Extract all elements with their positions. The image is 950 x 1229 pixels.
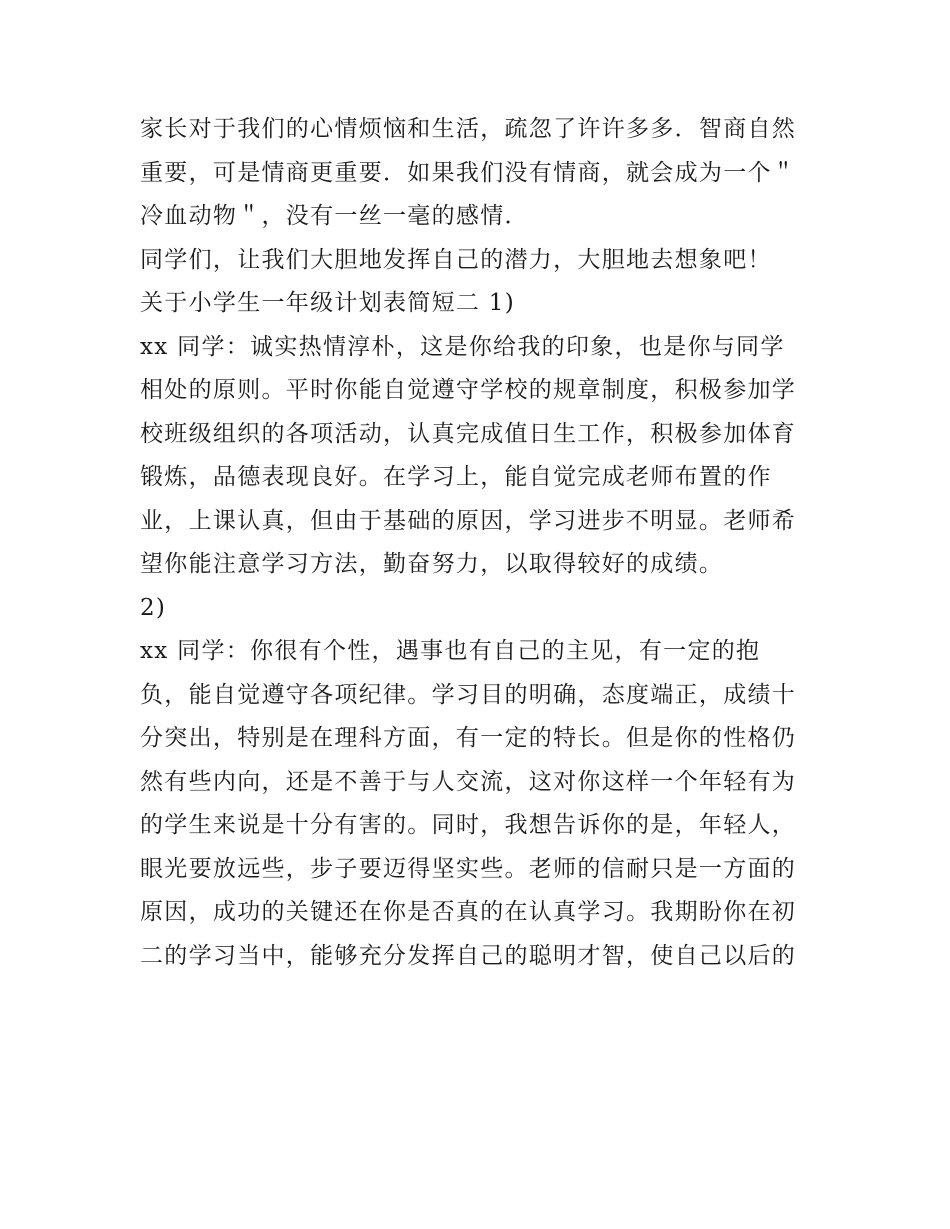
- text-line: 冷血动物＂，没有一丝一毫的感情．: [140, 203, 529, 229]
- text-line: 然有些内向，还是不善于与人交流，这对你这样一个年轻有为: [140, 768, 797, 795]
- text-line: 二的学习当中，能够充分发挥自己的聪明才智，使自己以后的: [140, 942, 797, 969]
- section-heading: 关于小学生一年级计划表简短二 1): [140, 290, 516, 316]
- text-line: 锻炼，品德表现良好。在学习上，能自觉完成老师布置的作: [140, 464, 772, 490]
- text-line: xx 同学：你很有个性，遇事也有自己的主见，有一定的抱: [140, 638, 761, 664]
- text-line: 负，能自觉遵守各项纪律。学习目的明确，态度端正，成绩十: [140, 681, 797, 708]
- text-line: xx 同学：诚实热情淳朴，这是你给我的印象，也是你与同学: [140, 333, 785, 360]
- text-line: 同学们，让我们大胆地发挥自己的潜力，大胆地去想象吧！: [140, 246, 772, 273]
- document-body: [140, 108, 820, 978]
- text-line: 重要，可是情商更重要．如果我们没有情商，就会成为一个＂: [140, 159, 797, 186]
- text-line: 望你能注意学习方法，勤奋努力，以取得较好的成绩。: [140, 551, 724, 577]
- text-line: 的学生来说是十分有害的。同时，我想告诉你的是，年轻人，: [140, 812, 797, 838]
- text-line: 原因，成功的关键还在你是否真的在认真学习。我期盼你在初: [140, 899, 797, 925]
- text-line: 相处的原则。平时你能自觉遵守学校的规章制度，积极参加学: [140, 377, 797, 403]
- text-line: 校班级组织的各项活动，认真完成值日生工作，积极参加体育: [140, 420, 797, 447]
- item-number: 2): [140, 594, 167, 621]
- text-line: 眼光要放远些，步子要迈得坚实些。老师的信耐只是一方面的: [140, 855, 797, 882]
- text-line: 家长对于我们的心情烦恼和生活，疏忽了许许多多．智商自然: [140, 116, 797, 142]
- text-line: 业，上课认真，但由于基础的原因，学习进步不明显。老师希: [140, 507, 797, 534]
- text-line: 分突出，特别是在理科方面，有一定的特长。但是你的性格仍: [140, 725, 797, 751]
